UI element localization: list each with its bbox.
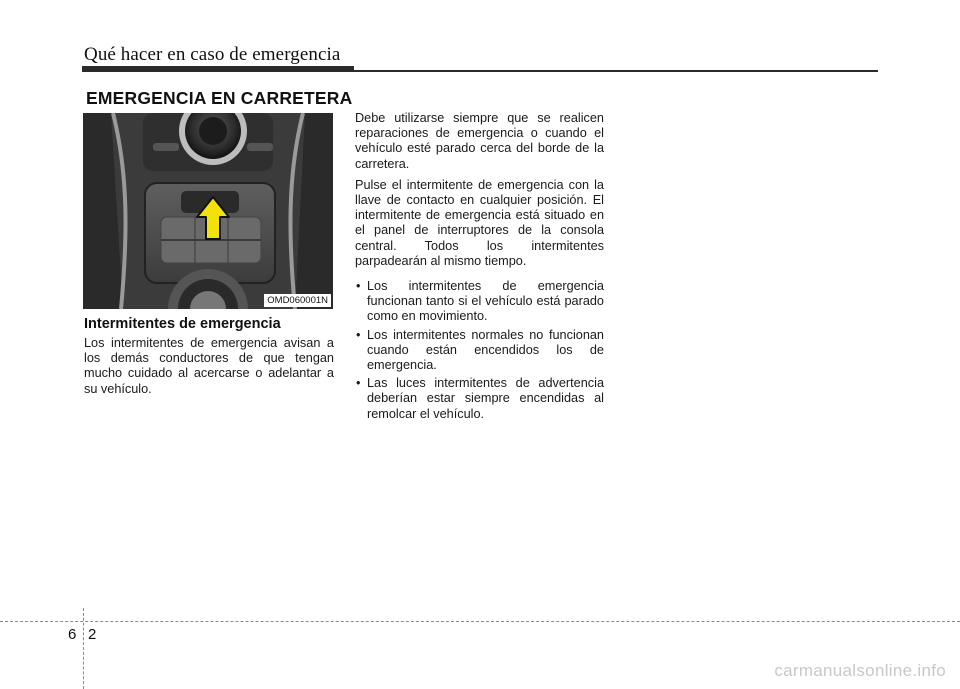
footer-vertical-divider — [83, 608, 84, 689]
page-number: 2 — [88, 626, 97, 643]
footer-divider — [0, 621, 960, 622]
bullet-text: Los intermitentes de emergencia funcionan tanto si el vehículo está parado como en movimiento. — [367, 279, 604, 324]
header-title: Qué hacer en caso de emergencia — [84, 44, 341, 65]
hazard-switch-photo — [83, 113, 333, 309]
console-illustration — [83, 113, 333, 309]
bullet-list — [355, 279, 604, 422]
figure-code: OMD060001N — [264, 294, 331, 307]
chapter-number: 6 — [68, 626, 77, 643]
right-paragraph-1: Debe utilizarse siempre que se realicen reparaciones de emergencia o cuando el vehículo esté parado cerca del borde de la carretera. — [355, 111, 604, 171]
list-item — [355, 328, 604, 374]
section-title: EMERGENCIA EN CARRETERA — [86, 88, 353, 108]
header-bar — [82, 66, 354, 72]
subsection-title: Intermitentes de emergencia — [84, 316, 281, 332]
left-paragraph: Los intermitentes de emergencia avisan a los demás conductores de que tengan mucho cuidado al acercarse o adelantar a su vehículo. — [84, 336, 334, 396]
bullet-text: Las luces intermitentes de advertencia deberían estar siempre encendidas al remolcar el vehículo. — [367, 376, 604, 421]
bullet-icon: • — [356, 279, 361, 294]
header-rule — [354, 70, 878, 72]
right-column — [355, 111, 604, 425]
list-item — [355, 279, 604, 325]
list-item — [355, 376, 604, 422]
bullet-text: Los intermitentes normales no funcionan cuando están encendidos los de emergencia. — [367, 327, 604, 373]
watermark: carmanualsonline.info — [774, 661, 946, 680]
bullet-icon: • — [356, 376, 361, 391]
right-paragraph-2: Pulse el intermitente de emergencia con la llave de contacto en cualquier posición. El intermitente de emergencia está situado en el panel de interruptores de la consola central. Todos los intermitentes parpadearán al mismo tiempo. — [355, 177, 604, 268]
bullet-icon: • — [356, 327, 361, 342]
